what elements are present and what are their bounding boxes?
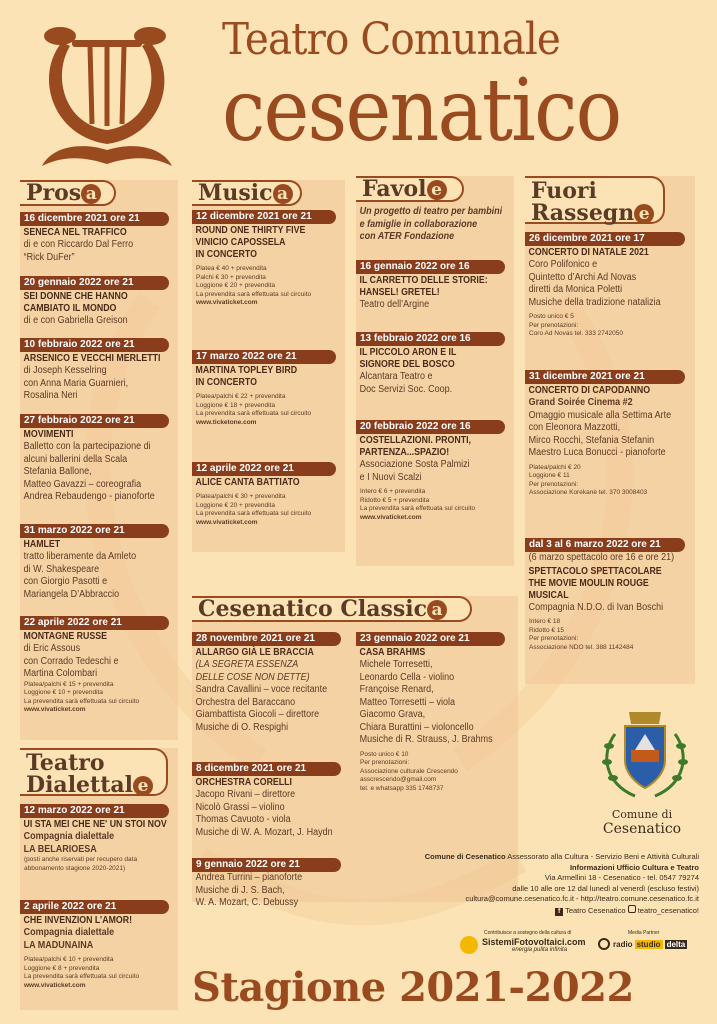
event-date: 27 febbraio 2022 ore 21 <box>20 414 169 428</box>
event-subdate: (6 marzo spettacolo ore 16 e ore 21) <box>528 552 675 563</box>
facebook-icon[interactable]: f <box>555 908 563 916</box>
event-title: SPETTACOLO SPETTACOLARE THE MOVIE MOULIN ROUGE MUSICAL <box>528 565 662 601</box>
event-phone: tel. e whatsapp 335 1748737 <box>360 784 444 792</box>
event-classica-3 <box>192 858 350 910</box>
event-price: Platea € 40 + prevendita <box>196 265 267 272</box>
event-note: Per prenotazioni: <box>529 635 579 642</box>
intro-line: con ATER Fondazione <box>359 231 455 242</box>
event-price: Loggione € 20 + prevendita <box>196 501 275 509</box>
event-detail: Associazione Sosta Palmizi <box>359 459 470 470</box>
event-date: 28 novembre 2021 ore 21 <box>192 632 341 646</box>
instagram-link[interactable]: teatro_cesenatico! <box>637 905 699 915</box>
prosa-title-ring: a <box>81 184 101 204</box>
event-subtitle: Grand Soirée Cinema #2 <box>528 397 633 408</box>
event-note: La prevendita sarà effettuata sul circuito <box>360 505 476 512</box>
event-date: 2 aprile 2022 ore 21 <box>20 900 169 914</box>
event-detail: Mirco Rocchi, Stefania Stefanin <box>528 434 655 446</box>
event-note: La prevendita sarà effettuata sul circuito <box>196 510 312 517</box>
info-address: Via Armellini 18 - Cesenatico - tel. 0547 79274 <box>544 873 699 882</box>
event-price: Palchi € 30 + prevendita <box>196 273 266 281</box>
city-title: cesenatico <box>222 61 621 161</box>
event-musica-1 <box>192 210 345 308</box>
event-price: Intero € 6 + prevendita <box>360 488 426 495</box>
event-price: Loggione € 18 + prevendita <box>196 401 275 409</box>
event-price: Loggione € 20 + prevendita <box>196 282 275 289</box>
event-detail: con Giorgio Pasotti e <box>23 576 108 587</box>
dialettale-header <box>20 748 168 796</box>
event-classica-1 <box>192 632 350 734</box>
event-company: Compagnia dialettale <box>23 927 115 938</box>
city-crest-icon <box>595 704 695 804</box>
event-detail: “Rick DuFer” <box>23 251 75 263</box>
event-date: 31 marzo 2022 ore 21 <box>20 524 169 538</box>
event-note: La prevendita sarà effettuata sul circuito <box>24 697 140 705</box>
event-date: 17 marzo 2022 ore 21 <box>192 350 336 364</box>
event-detail: Sandra Cavallini – voce recitante <box>195 684 328 695</box>
event-detail: diretti da Monica Poletti <box>528 284 623 295</box>
media-name1: radio <box>613 939 633 949</box>
event-contact: Associazione culturale Crescendo <box>360 767 458 775</box>
event-detail: Teatro dell’Argine <box>359 299 430 310</box>
event-detail: W. A. Mozart, C. Debussy <box>195 897 299 908</box>
event-title: ARSENICO E VECCHI MERLETTI <box>23 353 161 364</box>
event-fuori-2 <box>525 370 695 498</box>
event-dialettale-2 <box>20 900 178 990</box>
event-title: CASA BRAHMS <box>359 647 426 658</box>
event-email[interactable]: asscrescendo@gmail.com <box>360 776 437 783</box>
event-detail: Alcantara Teatro e <box>359 371 433 382</box>
event-contact: Associazione NDO tel. 388 1142484 <box>529 643 634 651</box>
event-title: ROUND ONE THIRTY FIVE VINICIO CAPOSSELA IN CONCERTO <box>195 225 306 260</box>
event-musica-3 <box>192 462 345 527</box>
event-date: 22 aprile 2022 ore 21 <box>20 616 169 630</box>
favole-intro <box>356 206 514 244</box>
favole-header <box>356 176 464 202</box>
event-note: La prevendita sarà effettuata sul circuito <box>196 410 312 417</box>
prosa-title: Pros <box>26 180 82 206</box>
dialettale-title-ring: e <box>133 776 153 796</box>
event-price: Posto unico € 10 <box>360 750 409 758</box>
musica-section <box>192 180 345 552</box>
event-title: CONCERTO DI NATALE 2021 <box>528 247 649 258</box>
dialettale-title-line2: Dialettal <box>26 772 133 798</box>
ticket-link[interactable]: www.vivaticket.com <box>196 518 258 526</box>
event-date: 23 gennaio 2022 ore 21 <box>356 632 505 646</box>
event-date: 12 aprile 2022 ore 21 <box>192 462 336 476</box>
theatre-title: Teatro Comunale <box>222 14 560 65</box>
radio-icon <box>598 938 610 950</box>
event-favole-3 <box>356 420 514 522</box>
comune-label <box>582 808 702 837</box>
musica-header <box>192 180 302 206</box>
favole-title-ring: e <box>427 180 447 200</box>
event-date: 31 dicembre 2021 ore 21 <box>525 370 685 384</box>
event-detail: Musiche di W. A. Mozart, J. Haydn <box>195 826 333 838</box>
event-title: SEI DONNE CHE HANNO CAMBIATO IL MONDO <box>23 291 128 314</box>
dialettale-section <box>20 748 178 1010</box>
event-company: LA BELARIOESA <box>23 843 97 855</box>
classica-title: Cesenatico Classic <box>198 596 428 622</box>
event-detail: di e con Riccardo Dal Ferro <box>23 239 134 250</box>
season-label: Stagione 2021-2022 <box>192 964 634 1011</box>
event-title: CHE INVENZION L’AMOR! <box>23 915 133 926</box>
event-price: Intero € 18 <box>529 618 561 625</box>
event-detail: Michele Torresetti, <box>359 659 433 670</box>
event-title: SENECA NEL TRAFFICO <box>23 227 127 238</box>
classica-left-column <box>192 632 350 908</box>
event-note: Per prenotazioni: <box>529 321 579 329</box>
event-subtitle: (LA SEGRETA ESSENZA <box>195 659 299 670</box>
event-favole-1 <box>356 260 514 312</box>
event-prosa-4 <box>20 414 178 504</box>
event-detail: Françoise Renard, <box>359 684 434 695</box>
event-classica-4 <box>356 632 514 793</box>
event-price: Platea/palchi € 22 + prevendita <box>196 393 286 400</box>
fuori-title-line2: Rassegn <box>531 200 635 226</box>
event-contact: Coro Ad Novas tel. 333 2742050 <box>529 330 623 337</box>
ticket-link[interactable]: www.vivaticket.com <box>196 299 258 306</box>
prosa-section <box>20 180 178 740</box>
event-title: ALICE CANTA BATTIATO <box>195 477 300 488</box>
sponsor-tagline: energia pulita infinita <box>512 947 568 953</box>
event-note: La prevendita sarà effettuata sul circuito <box>196 290 312 298</box>
comune-line1: Comune di <box>611 808 673 821</box>
event-price: Platea/palchi € 15 + prevendita <box>24 680 114 688</box>
event-date: 12 marzo 2022 ore 21 <box>20 804 169 818</box>
event-subtitle: DELLE COSE NON DETTE) <box>195 671 310 683</box>
event-prosa-6 <box>20 616 178 715</box>
event-prosa-5 <box>20 524 178 601</box>
favole-title: Favol <box>362 176 427 202</box>
musica-title-ring: a <box>273 184 293 204</box>
event-detail: Thomas Cavuoto - viola <box>195 814 291 825</box>
event-detail: Giambattista Giocoli – direttore <box>195 709 320 720</box>
event-detail: Chiara Burattini – violoncello <box>359 721 474 733</box>
event-detail: e I Nuovi Scalzi <box>359 471 422 483</box>
event-contact: Associazione Korekanè tel. 370 3008403 <box>529 489 648 496</box>
event-detail: Martina Colombari <box>23 668 98 679</box>
event-prosa-1 <box>20 212 178 264</box>
event-detail: con Anna Maria Guarnieri, <box>23 377 129 389</box>
ticket-link[interactable]: www.vivaticket.com <box>24 981 86 989</box>
prosa-header <box>20 180 116 206</box>
event-company: LA MADUNAINA <box>23 939 94 951</box>
intro-line: e famiglie in collaborazione <box>359 218 478 230</box>
event-detail: Doc Servizi Soc. Coop. <box>359 383 453 395</box>
facebook-link[interactable]: Teatro Cesenatico <box>565 905 626 915</box>
event-detail: Jacopo Rivani – direttore <box>195 789 296 800</box>
media-label: Media Partner <box>628 930 660 936</box>
event-detail: Nicolò Grassi – violino <box>195 801 285 813</box>
event-title: ALLARGO GIÀ LE BRACCIA <box>195 647 314 658</box>
event-detail: tratto liberamente da Amleto <box>23 551 137 562</box>
event-detail: Mariangela D’Abbraccio <box>23 588 120 600</box>
dialettale-title-line1: Teatro <box>26 750 105 776</box>
event-note: Per prenotazioni: <box>529 480 579 488</box>
event-note: Per prenotazioni: <box>360 759 410 766</box>
event-date: 8 dicembre 2021 ore 21 <box>192 762 341 776</box>
event-title: MOVIMENTI <box>23 429 74 440</box>
sponsor-block <box>460 930 586 954</box>
event-detail: Omaggio musicale alla Settima Arte <box>528 409 672 421</box>
event-detail: Giacomo Grava, <box>359 709 426 720</box>
event-prosa-2 <box>20 276 178 328</box>
classica-right-column <box>356 632 514 862</box>
sun-icon <box>460 936 478 954</box>
event-detail: di e con Gabriella Greison <box>23 315 128 326</box>
radio-logo <box>598 938 687 950</box>
event-detail: Matteo Torresetti – viola <box>359 696 455 708</box>
event-detail: con Eleonora Mazzotti, <box>528 422 621 433</box>
event-title: HAMLET <box>23 539 61 550</box>
instagram-icon[interactable] <box>628 905 636 913</box>
intro-line: Un progetto di teatro per bambini <box>359 206 503 217</box>
event-prosa-3 <box>20 338 178 403</box>
event-price: Platea/palchi € 30 + prevendita <box>196 493 286 500</box>
event-classica-2 <box>192 762 350 839</box>
event-dialettale-1 <box>20 804 178 873</box>
event-date: 9 gennaio 2022 ore 21 <box>192 858 341 872</box>
sponsor-name: SistemiFotovoltaici.com <box>482 937 586 947</box>
event-fuori-3 <box>525 538 695 652</box>
event-price: Platea/palchi € 20 <box>529 463 581 471</box>
event-detail: Matteo Gavazzi – coreografia <box>23 478 142 490</box>
fuori-section <box>525 176 695 684</box>
info-block <box>425 852 699 916</box>
event-detail: Leonardo Cella - violino <box>359 671 455 683</box>
sponsor-label: Contribuisce a sostegno della cultura di <box>484 930 572 936</box>
event-detail: Orchestra del Baraccano <box>195 696 296 708</box>
event-note: La prevendita sarà effettuata sul circuito <box>24 973 140 980</box>
fuori-title-line1: Fuori <box>531 178 597 204</box>
ticket-link[interactable]: www.ticketone.com <box>196 418 257 426</box>
event-detail: Quintetto d’Archi Ad Novas <box>528 271 637 283</box>
event-title: IL PICCOLO ARON E IL SIGNORE DEL BOSCO <box>359 347 457 370</box>
event-detail: Musiche di R. Strauss, J. Brahms <box>359 734 493 745</box>
info-office: Informazioni Ufficio Cultura e Teatro <box>569 862 699 872</box>
event-detail: Musiche di O. Respighi <box>195 721 289 733</box>
event-detail: alcuni ballerini della Scala <box>23 453 128 465</box>
event-date: 20 febbraio 2022 ore 16 <box>356 420 505 434</box>
info-contacts[interactable]: cultura@comune.cesenatico.fc.it - http://teatro.comune.cesenatico.fc.it <box>465 894 699 903</box>
info-hours: dalle 10 alle ore 12 dal lunedì al venerdì (escluso festivi) <box>512 883 699 893</box>
event-detail: Stefania Ballone, <box>23 466 92 477</box>
fuori-header <box>525 176 665 224</box>
event-date: 13 febbraio 2022 ore 16 <box>356 332 505 346</box>
event-price: Platea/palchi € 10 + prevendita <box>24 956 114 963</box>
comune-line2: Cesenatico <box>602 821 682 837</box>
event-date: 10 febbraio 2022 ore 21 <box>20 338 169 352</box>
ticket-link[interactable]: www.vivaticket.com <box>360 513 422 521</box>
event-price: Posto unico € 5 <box>529 313 574 320</box>
event-title: MARTINA TOPLEY BIRD IN CONCERTO <box>195 365 298 388</box>
event-detail: Andrea Rebaudengo - pianoforte <box>23 491 155 502</box>
info-comune: Comune di Cesenatico <box>424 852 506 861</box>
event-detail: Musiche della tradizione natalizia <box>528 296 661 308</box>
event-price: Ridotto € 5 + prevendita <box>360 496 430 504</box>
event-title: CONCERTO DI CAPODANNO <box>528 385 651 396</box>
lyre-icon <box>32 16 182 166</box>
media-partner-block <box>598 930 687 950</box>
event-detail: Rosalina Neri <box>23 390 78 401</box>
event-note: abbonamento stagione 2020-2021) <box>24 864 126 872</box>
event-detail: Maestro Luca Bonucci - pianoforte <box>528 447 666 458</box>
info-assessorato: Assessorato alla Cultura - Servizio Beni e Attività Culturali <box>505 852 699 861</box>
event-favole-2 <box>356 332 514 396</box>
event-detail: Andrea Turrini – pianoforte <box>195 872 303 883</box>
classica-title-ring: a <box>427 600 447 620</box>
event-musica-2 <box>192 350 345 427</box>
media-name3: delta <box>666 939 686 949</box>
event-date: 26 dicembre 2021 ore 17 <box>525 232 685 246</box>
event-date: dal 3 al 6 marzo 2022 ore 21 <box>525 538 685 552</box>
event-price: Ridotto € 15 <box>529 626 565 634</box>
event-price: Loggione € 11 <box>529 472 570 479</box>
event-fuori-1 <box>525 232 695 339</box>
event-title: MONTAGNE RUSSE <box>23 631 107 642</box>
fuori-title-ring: e <box>634 204 654 224</box>
event-company: Compagnia dialettale <box>23 831 115 842</box>
event-detail: di Joseph Kesselring <box>23 365 107 376</box>
event-detail: di Eric Assous <box>23 643 81 654</box>
event-price: Loggione € 10 + prevendita <box>24 689 103 696</box>
event-detail: Balletto con la partecipazione di <box>23 441 151 452</box>
event-detail: con Corrado Tedeschi e <box>23 655 119 667</box>
event-date: 20 gennaio 2022 ore 21 <box>20 276 169 290</box>
event-title: IL CARRETTO DELLE STORIE: HANSEL! GRETEL! <box>359 275 488 298</box>
event-price: Loggione € 8 + prevendita <box>24 964 100 972</box>
event-detail: Musiche di J. S. Bach, <box>195 884 285 896</box>
media-name2: studio <box>636 939 661 949</box>
event-detail: di W. Shakespeare <box>23 563 100 575</box>
favole-section <box>356 176 514 566</box>
event-title: UI STA MEI CHE NE' UN STOI NOV <box>23 819 167 830</box>
musica-title: Music <box>198 180 273 206</box>
event-title: COSTELLAZIONI. PRONTI, PARTENZA...SPAZIO! <box>359 435 471 458</box>
classica-header <box>192 596 472 622</box>
event-date: 16 gennaio 2022 ore 16 <box>356 260 505 274</box>
ticket-link[interactable]: www.vivaticket.com <box>24 706 86 713</box>
event-date: 12 dicembre 2021 ore 21 <box>192 210 336 224</box>
event-detail: Coro Polifonico e <box>528 259 598 270</box>
event-detail: Compagnia N.D.O. di Ivan Boschi <box>528 601 664 613</box>
event-date: 16 dicembre 2021 ore 21 <box>20 212 169 226</box>
event-title: ORCHESTRA CORELLI <box>195 777 293 788</box>
event-note: (posti anche riservati per recupero data <box>24 856 138 863</box>
